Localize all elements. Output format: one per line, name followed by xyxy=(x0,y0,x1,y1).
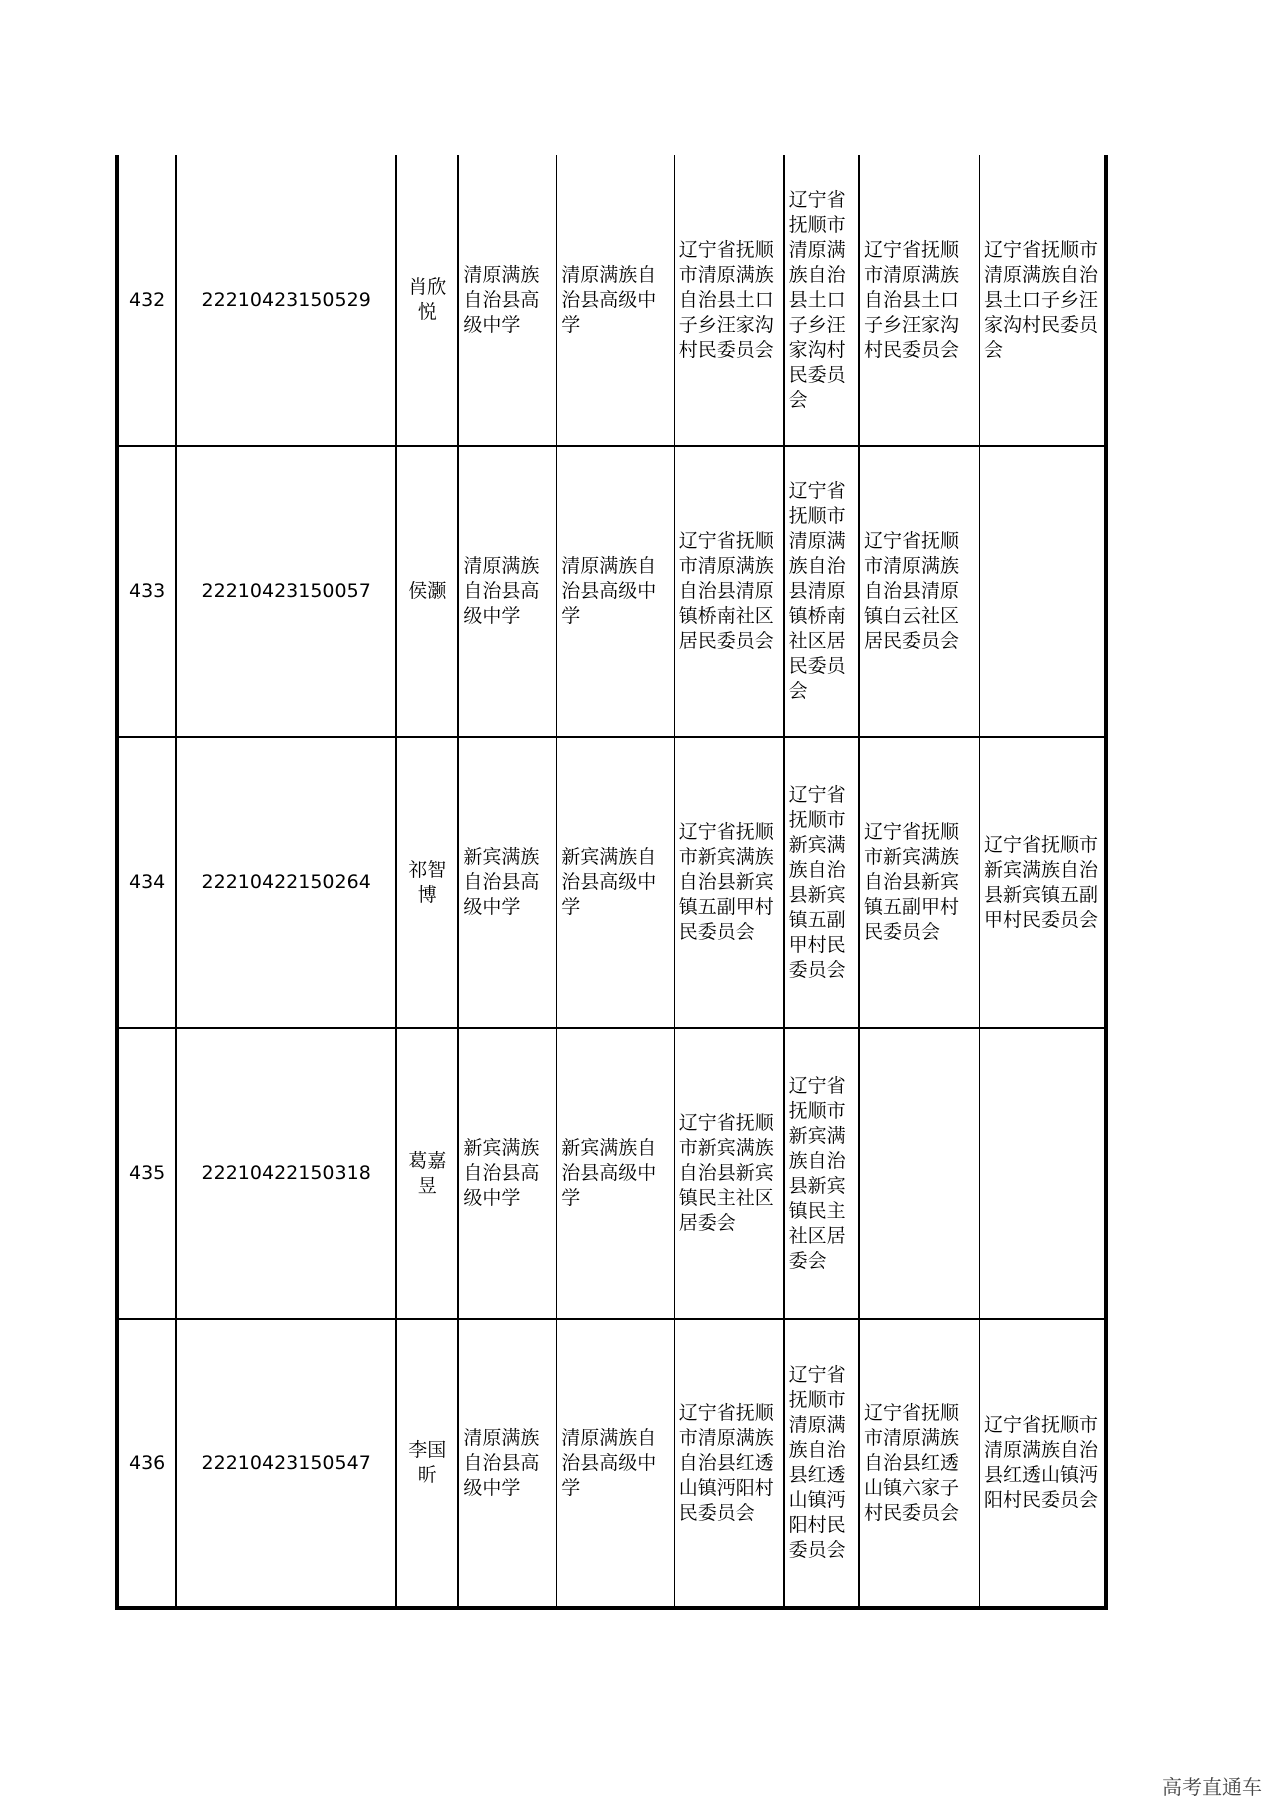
roster-table xyxy=(115,155,1108,1610)
cell-address-4: 辽宁省抚顺市清原满族自治县红透山镇沔阳村民委员会 xyxy=(979,1319,1106,1608)
cell-school: 新宾满族自治县高级中学 xyxy=(458,1028,556,1319)
cell-number: 433 xyxy=(117,446,176,737)
cell-address-4 xyxy=(979,446,1106,737)
table-row xyxy=(117,737,1106,1028)
cell-name: 祁智博 xyxy=(396,737,458,1028)
cell-address-4: 辽宁省抚顺市清原满族自治县土口子乡汪家沟村民委员会 xyxy=(979,155,1106,446)
cell-address-2: 辽宁省抚顺市新宾满族自治县新宾镇五副甲村民委员会 xyxy=(784,737,859,1028)
table-body xyxy=(117,155,1106,1608)
cell-number: 435 xyxy=(117,1028,176,1319)
cell-address-3: 辽宁省抚顺市新宾满族自治县新宾镇五副甲村民委员会 xyxy=(859,737,979,1028)
cell-exam-id: 22210423150057 xyxy=(176,446,396,737)
cell-address-4 xyxy=(979,1028,1106,1319)
cell-address-2: 辽宁省抚顺市清原满族自治县红透山镇沔阳村民委员会 xyxy=(784,1319,859,1608)
cell-address-1: 辽宁省抚顺市清原满族自治县土口子乡汪家沟村民委员会 xyxy=(674,155,783,446)
cell-school-2: 新宾满族自治县高级中学 xyxy=(557,737,674,1028)
cell-number: 436 xyxy=(117,1319,176,1608)
cell-address-1: 辽宁省抚顺市新宾满族自治县新宾镇五副甲村民委员会 xyxy=(674,737,783,1028)
cell-exam-id: 22210423150529 xyxy=(176,155,396,446)
cell-school-2: 清原满族自治县高级中学 xyxy=(557,155,674,446)
cell-school-2: 清原满族自治县高级中学 xyxy=(557,1319,674,1608)
cell-address-1: 辽宁省抚顺市清原满族自治县红透山镇沔阳村民委员会 xyxy=(674,1319,783,1608)
cell-number: 434 xyxy=(117,737,176,1028)
table-row xyxy=(117,1028,1106,1319)
watermark-text: 高考直通车 xyxy=(1162,1775,1262,1799)
cell-name: 肖欣悦 xyxy=(396,155,458,446)
cell-address-3: 辽宁省抚顺市清原满族自治县清原镇白云社区居民委员会 xyxy=(859,446,979,737)
table-row xyxy=(117,446,1106,737)
cell-school: 清原满族自治县高级中学 xyxy=(458,446,556,737)
table-row xyxy=(117,1319,1106,1608)
cell-exam-id: 22210423150547 xyxy=(176,1319,396,1608)
cell-name: 侯灏 xyxy=(396,446,458,737)
cell-school: 新宾满族自治县高级中学 xyxy=(458,737,556,1028)
cell-address-2: 辽宁省抚顺市清原满族自治县清原镇桥南社区居民委员会 xyxy=(784,446,859,737)
cell-name: 李国昕 xyxy=(396,1319,458,1608)
cell-address-2: 辽宁省抚顺市清原满族自治县土口子乡汪家沟村民委员会 xyxy=(784,155,859,446)
cell-exam-id: 22210422150318 xyxy=(176,1028,396,1319)
cell-address-4: 辽宁省抚顺市新宾满族自治县新宾镇五副甲村民委员会 xyxy=(979,737,1106,1028)
cell-school: 清原满族自治县高级中学 xyxy=(458,155,556,446)
cell-address-1: 辽宁省抚顺市新宾满族自治县新宾镇民主社区居委会 xyxy=(674,1028,783,1319)
cell-name: 葛嘉昱 xyxy=(396,1028,458,1319)
cell-exam-id: 22210422150264 xyxy=(176,737,396,1028)
cell-school-2: 新宾满族自治县高级中学 xyxy=(557,1028,674,1319)
cell-address-1: 辽宁省抚顺市清原满族自治县清原镇桥南社区居民委员会 xyxy=(674,446,783,737)
cell-address-3: 辽宁省抚顺市清原满族自治县红透山镇六家子村民委员会 xyxy=(859,1319,979,1608)
cell-school: 清原满族自治县高级中学 xyxy=(458,1319,556,1608)
cell-number: 432 xyxy=(117,155,176,446)
cell-school-2: 清原满族自治县高级中学 xyxy=(557,446,674,737)
cell-address-3: 辽宁省抚顺市清原满族自治县土口子乡汪家沟村民委员会 xyxy=(859,155,979,446)
table-row xyxy=(117,155,1106,446)
cell-address-3 xyxy=(859,1028,979,1319)
cell-address-2: 辽宁省抚顺市新宾满族自治县新宾镇民主社区居委会 xyxy=(784,1028,859,1319)
